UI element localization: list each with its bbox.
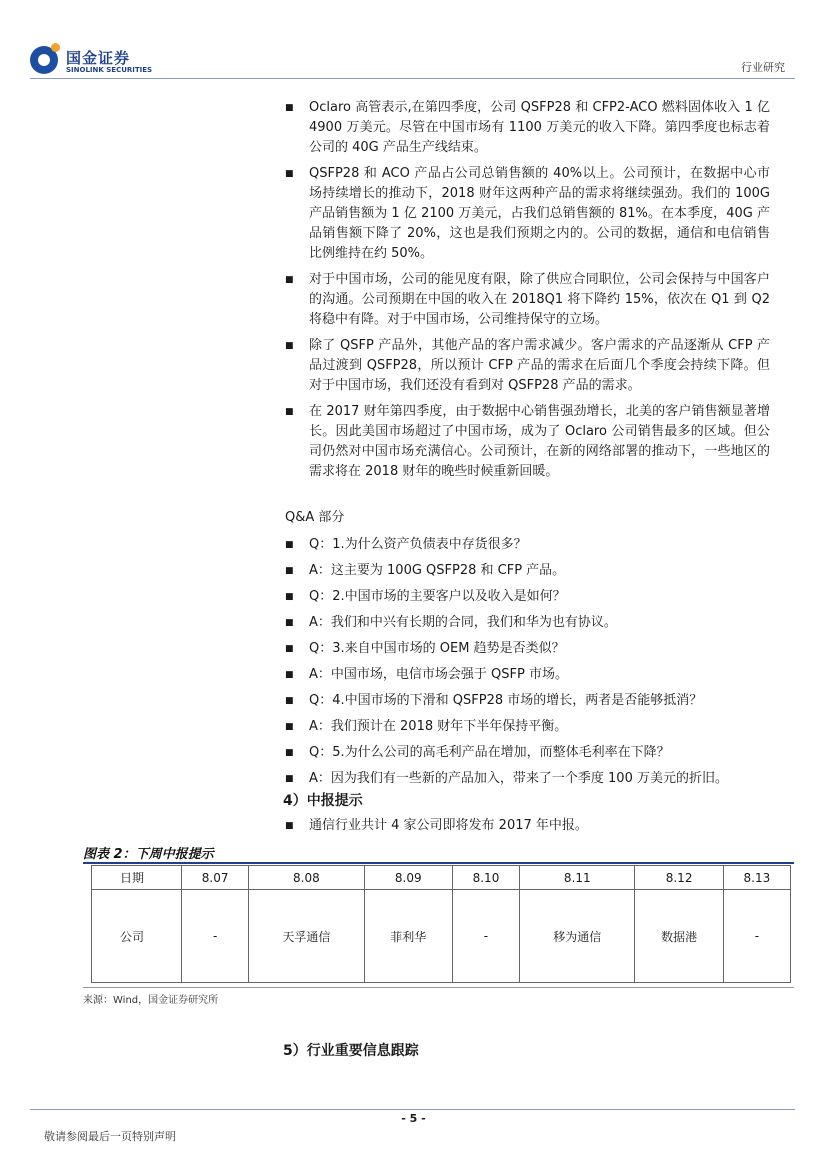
- table-cell: 8.12: [635, 866, 723, 890]
- qa-section-title: Q&A 部分: [285, 510, 345, 525]
- section-heading-4: 4）中报提示: [283, 793, 363, 809]
- bullet-item: ■ 通信行业共计 4 家公司即将发布 2017 年中报。: [285, 816, 770, 836]
- main-content: [285, 98, 770, 795]
- table-cell: 天孚通信: [249, 890, 364, 983]
- qa-item: ■ A：这主要为 100G QSFP28 和 CFP 产品。: [285, 561, 770, 581]
- table-row: [92, 890, 791, 983]
- footer-disclaimer: 敬请参阅最后一页特别声明: [44, 1130, 176, 1143]
- bullet-item: ■ QSFP28 和 ACO 产品占公司总销售额的 40%以上。公司预计，在数据中心市场持续增长的推动下，2018 财年这两种产品的需求将继续强劲。我们的 100G 产品销售额为 1 亿 2100 万美元，占我们总销售额的 81%。在本季度，40G 产品销售额下降了 20%，这也是我们预期之内的。公司的数据，通信和电信销售比例维持在约 50%。: [285, 164, 770, 264]
- table-cell: 8.10: [452, 866, 519, 890]
- table-cell: 8.07: [182, 866, 249, 890]
- table-cell: 8.13: [723, 866, 790, 890]
- page-number: - 5 -: [401, 1112, 426, 1125]
- qa-item: ■ Q：4.中国市场的下滑和 QSFP28 市场的增长，两者是否能够抵消？: [285, 691, 770, 711]
- table-cell: 菲利华: [364, 890, 452, 983]
- qa-item: ■ A：我们预计在 2018 财年下半年保持平衡。: [285, 717, 770, 737]
- table-cell: 8.08: [249, 866, 364, 890]
- table-cell: 公司: [92, 890, 182, 983]
- logo-dot-icon: [51, 43, 60, 52]
- logo-chinese-name: 国金证券: [66, 49, 131, 67]
- figure-title: 图表 2：下周中报提示: [83, 847, 214, 862]
- table-cell: 8.11: [520, 866, 635, 890]
- page-header: [30, 42, 795, 82]
- earnings-schedule-table: [91, 865, 791, 983]
- table-cell: -: [723, 890, 790, 983]
- qa-item: ■ Q：1.为什么资产负债表中存货很多？: [285, 535, 770, 555]
- qa-list: [285, 535, 770, 789]
- qa-item: ■ A：中国市场，电信市场会强于 QSFP 市场。: [285, 665, 770, 685]
- footer-divider: [30, 1109, 795, 1110]
- bullet-item: ■ 对于中国市场，公司的能见度有限，除了供应合同职位，公司会保持与中国客户的沟通。公司预期在中国的收入在 2018Q1 将下降约 15%，依次在 Q1 到 Q2将稳中有降。对于中国市场，公司维持保守的立场。: [285, 270, 770, 330]
- qa-item: ■ Q：5.为什么公司的高毛利产品在增加，而整体毛利率在下降？: [285, 743, 770, 763]
- header-divider: [30, 78, 795, 79]
- table-cell: -: [182, 890, 249, 983]
- section-heading-5: 5）行业重要信息跟踪: [283, 1043, 419, 1059]
- bullet-item: ■ 在 2017 财年第四季度，由于数据中心销售强劲增长，北美的客户销售额显著增长。因此美国市场超过了中国市场，成为了 Oclaro 公司销售最多的区域。但公司仍然对中国市场充满信心。公司预计，在新的网络部署的推动下，一些地区的需求将在 2018 财年的晚些时候重新回暖。: [285, 402, 770, 482]
- qa-item: ■ Q：3.来自中国市场的 OEM 趋势是否类似？: [285, 639, 770, 659]
- logo-english-name: SINOLINK SECURITIES: [66, 66, 153, 74]
- qa-item: ■ A：我们和中兴有长期的合同，我们和华为也有协议。: [285, 613, 770, 633]
- bullet-item: ■ 除了 QSFP 产品外，其他产品的客户需求减少。客户需求的产品逐渐从 CFP 产品过渡到 QSFP28，所以预计 CFP 产品的需求在后面几个季度会持续下降。但对于中国市场，我们还没有看到对 QSFP28 产品的需求。: [285, 336, 770, 396]
- figure-top-rule: [83, 862, 794, 864]
- qa-item: ■ A：因为我们有一些新的产品加入，带来了一个季度 100 万美元的折旧。: [285, 769, 770, 789]
- company-logo: [30, 44, 190, 78]
- table-cell: 8.09: [364, 866, 452, 890]
- section4-content: [285, 816, 770, 842]
- figure-bottom-rule: [83, 987, 794, 988]
- bullet-item: ■ Oclaro 高管表示,在第四季度，公司 QSFP28 和 CFP2-ACO 燃料固体收入 1 亿 4900 万美元。尽管在中国市场有 1100 万美元的收入下降。第四季度也标志着公司的 40G 产品生产线结束。: [285, 98, 770, 158]
- table-cell: -: [452, 890, 519, 983]
- figure-source: 来源：Wind，国金证券研究所: [83, 995, 219, 1006]
- table-cell: 移为通信: [520, 890, 635, 983]
- qa-item: ■ Q：2.中国市场的主要客户以及收入是如何？: [285, 587, 770, 607]
- table-cell: 数据港: [635, 890, 723, 983]
- report-category: 行业研究: [741, 61, 785, 74]
- table-cell: 日期: [92, 866, 182, 890]
- table-row: [92, 866, 791, 890]
